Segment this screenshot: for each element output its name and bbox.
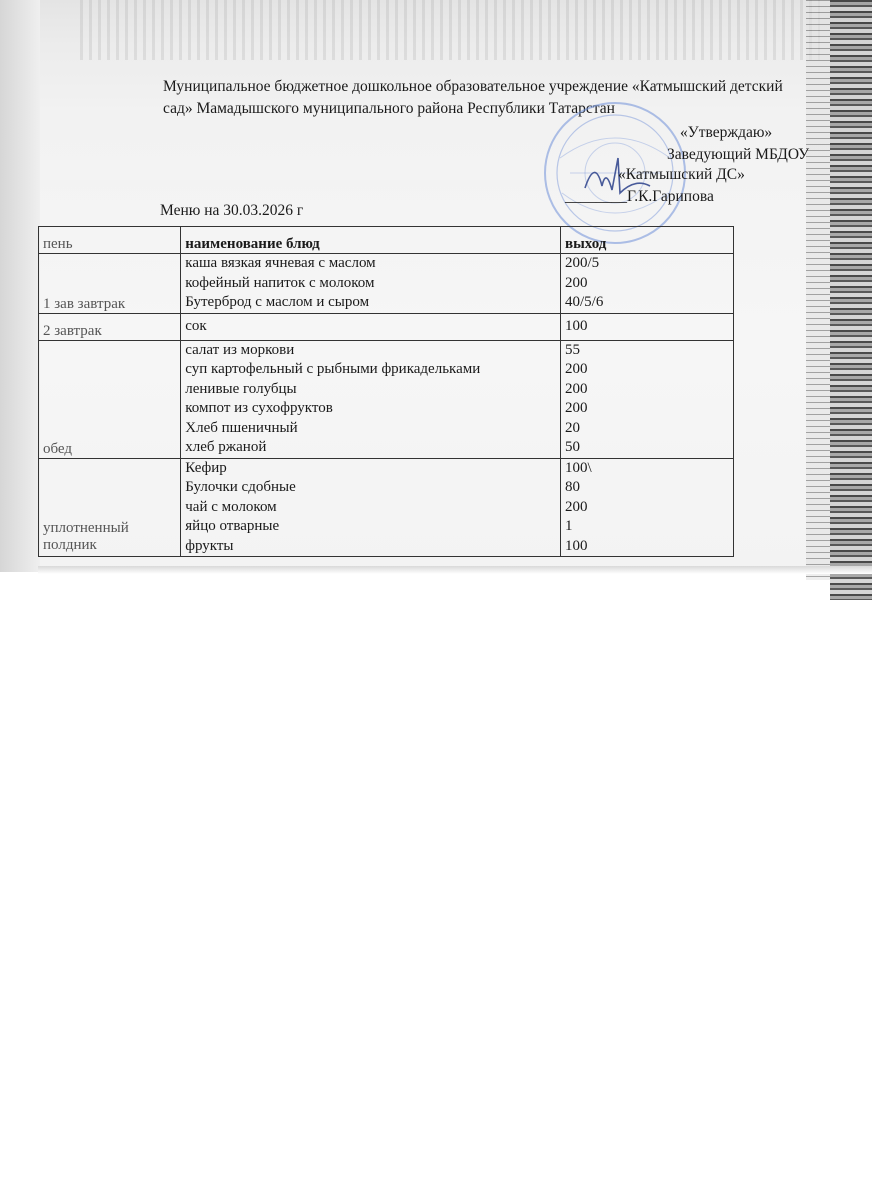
output-item: 100\ (565, 459, 592, 476)
dish-item: суп картофельный с рыбными фрикадельками (185, 361, 481, 377)
organization-name: Муниципальное бюджетное дошкольное образовательное учреждение «Катмышский детский сад» Мамадышского муниципального района Республики Татарстан (163, 78, 783, 117)
output-item: 50 (565, 439, 580, 455)
output-item: 200 (565, 274, 588, 291)
dish-item: сок (185, 317, 207, 334)
table-row (39, 313, 734, 340)
approval-line-1: «Утверждаю» (680, 124, 773, 141)
output-item: 55 (565, 341, 580, 358)
dish-list (181, 313, 561, 340)
output-item: 200 (565, 361, 588, 377)
dish-item: компот из сухофруктов (185, 400, 333, 416)
output-item: 200 (565, 400, 588, 416)
scan-left-shadow (0, 0, 40, 572)
dish-item: Булочки сдобные (185, 479, 296, 495)
table-row (39, 458, 734, 557)
dish-item: Кефир (185, 459, 227, 476)
output-item: 200 (565, 498, 588, 515)
meal-name: 1 зав завтрак (39, 254, 181, 314)
dish-list (181, 254, 561, 314)
dish-item: салат из моркови (185, 341, 295, 358)
menu-title: Меню на 30.03.2026 г (160, 202, 304, 219)
output-item: 80 (565, 479, 580, 495)
dish-list (181, 458, 561, 557)
header-meal: пень (39, 227, 181, 254)
header-output: выход (561, 227, 734, 254)
table-row (39, 340, 734, 458)
output-list (561, 458, 734, 557)
meal-name: обед (39, 340, 181, 458)
meal-name: 2 завтрак (39, 313, 181, 340)
header-dish: наименование блюд (181, 227, 561, 254)
scan-right-noise (806, 0, 830, 580)
output-item: 40/5/6 (565, 294, 604, 310)
output-item: 200/5 (565, 255, 600, 271)
menu-table (38, 226, 734, 557)
output-list (561, 340, 734, 458)
dish-item: Хлеб пшеничный (185, 419, 298, 436)
dish-item: кофейный напиток с молоком (185, 274, 375, 291)
scan-top-noise (80, 0, 820, 60)
approval-line-4: ________Г.К.Гарипова (565, 188, 714, 205)
dish-item: каша вязкая ячневая с маслом (185, 255, 376, 271)
dish-item: ленивые голубцы (185, 380, 297, 397)
output-item: 20 (565, 419, 580, 436)
dish-item: яйцо отварные (185, 518, 280, 534)
output-list (561, 254, 734, 314)
output-item: 100 (565, 317, 588, 334)
output-list (561, 313, 734, 340)
dish-item: хлеб ржаной (185, 439, 267, 455)
dish-item: чай с молоком (185, 498, 277, 515)
output-item: 200 (565, 380, 588, 397)
dish-item: Бутерброд с маслом и сыром (185, 294, 370, 310)
table-row (39, 254, 734, 314)
meal-name: уплотненный полдник (39, 458, 181, 557)
output-item: 100 (565, 537, 588, 554)
approval-line-3: «Катмышский ДС» (618, 166, 745, 183)
table-header-row (39, 227, 734, 254)
dish-item: фрукты (185, 537, 234, 554)
output-item: 1 (565, 518, 573, 534)
scan-right-edge (830, 0, 872, 600)
dish-list (181, 340, 561, 458)
approval-line-2: Заведующий МБДОУ (667, 146, 810, 163)
scan-bottom-edge (38, 566, 872, 574)
